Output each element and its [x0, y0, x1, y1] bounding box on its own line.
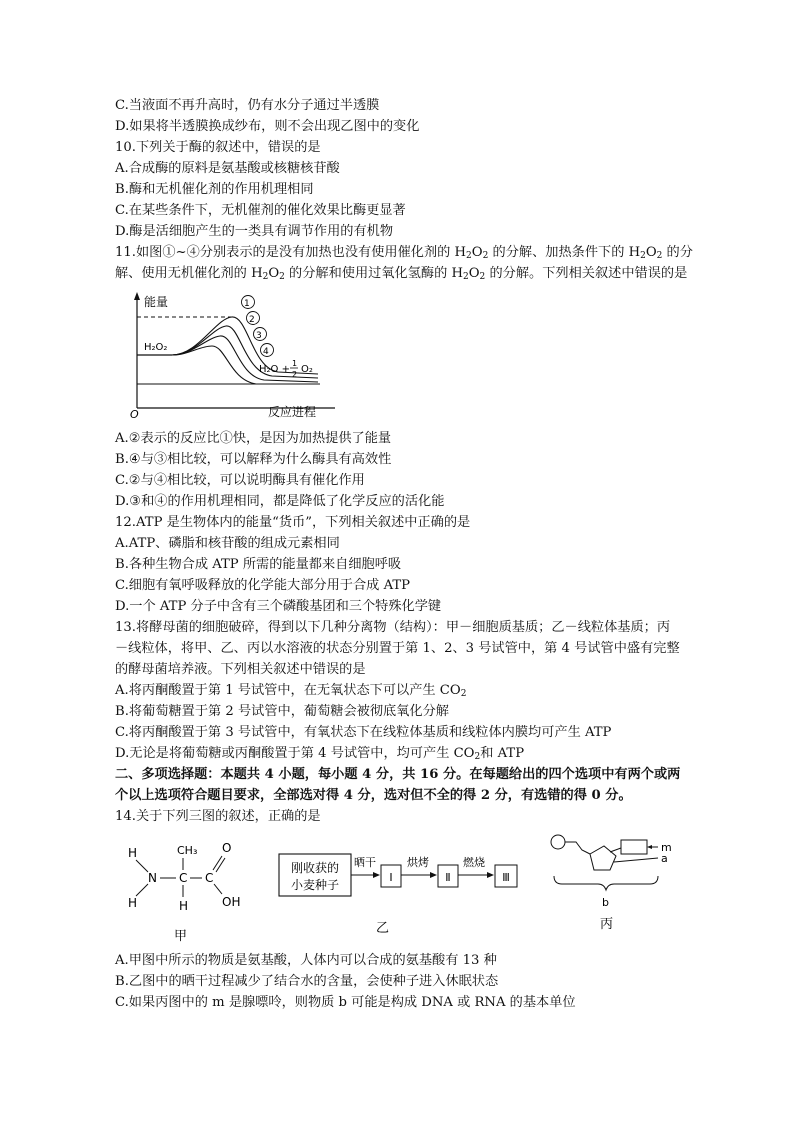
q13-option-d: D.无论是将葡萄糖或丙酮酸置于第 4 号试管中，均可产生 $CO_2$和 ATP	[115, 746, 525, 762]
q9-option-c: C.当液面不再升高时，仍有水分子通过半透膜	[115, 98, 380, 113]
bond-c-o-double-2	[216, 858, 225, 872]
q12-option-a: A.ATP、磷脂和核苷酸的组成元素相同	[115, 536, 340, 551]
h-atom-bottom: H	[128, 896, 138, 910]
sugar-base-bond	[610, 848, 621, 852]
h-atom-top: H	[128, 846, 138, 860]
q13-option-b: B.将葡萄糖置于第 2 号试管中，葡萄糖会被彻底氧化分解	[115, 704, 449, 719]
q13-option-a: A.将丙酮酸置于第 1 号试管中，在无氧状态下可以产生 $CO_2$	[115, 683, 467, 699]
arrow-bake-head	[430, 872, 437, 878]
amino-acid-figure	[118, 832, 278, 944]
fresh-seed-label-1: 刚收获的	[290, 861, 340, 875]
section2-header-line2: 个以上选项符合题目要求，全部选对得 4 分，选对但不全的得 2 分，有选错的得 0 分。	[115, 788, 632, 803]
fresh-seed-label-2: 小麦种子	[290, 878, 340, 892]
label-b: b	[602, 896, 609, 909]
phosphate-bond	[565, 842, 590, 854]
y-axis-arrow	[134, 292, 140, 300]
q10-stem: 10.下列关于酶的叙述中，错误的是	[115, 140, 321, 155]
q12-option-c: C.细胞有氧呼吸释放的化学能大部分用于合成 ATP	[115, 578, 411, 593]
step-bake-label: 烘烤	[407, 856, 429, 869]
q13-option-c: C.将丙酮酸置于第 3 号试管中，有氧状态下在线粒体基质和线粒体内膜均可产生 ATP	[115, 725, 612, 740]
box-i-label: Ⅰ	[389, 871, 393, 884]
q14-option-c: C.如果丙图中的 m 是腺嘌呤，则物质 b 可能是构成 DNA 或 RNA 的基本单位	[115, 995, 576, 1010]
phosphate-circle	[551, 835, 565, 849]
q11-stem-line1: 11.如图①~④分别表示的是没有加热也没有使用催化剂的 $H_2O_2$ 的分解、加热条件下的 $H_2O_2$ 的分	[115, 245, 693, 261]
q11-option-c: C.②与④相比较，可以说明酶具有催化作用	[115, 473, 365, 488]
product-frac-den: 2	[292, 370, 298, 379]
hydroxyl-group: OH	[222, 895, 241, 909]
q11-stem-line2: 解、使用无机催化剂的 $H_2O_2$ 的分解和使用过氧化氢酶的 $H_2O_2$ 的分解。下列相关叙述中错误的是	[115, 266, 688, 282]
y-axis-label: 能量	[144, 295, 169, 309]
curve-1-label: 1	[244, 299, 250, 309]
curve-2-label: 2	[249, 315, 255, 325]
section2-header-line1: 二、多项选择题：本题共 4 小题，每小题 4 分，共 16 分。在每题给出的四个选项中有两个或两	[115, 767, 681, 782]
carboxyl-carbon: C	[205, 871, 214, 885]
figure-yi-caption: 乙	[376, 921, 390, 936]
bond-c-oh	[214, 884, 222, 894]
arrow-burn-head	[487, 872, 494, 878]
q13-stem-line1: 13.将酵母菌的细胞破碎，得到以下几种分离物（结构）：甲－细胞质基质；乙－线粒体基质；丙	[115, 620, 671, 635]
seed-process-figure	[276, 840, 526, 940]
energy-diagram	[120, 288, 340, 423]
q11-option-a: A.②表示的反应比①快，是因为加热提供了能量	[115, 431, 392, 446]
a-pointer	[614, 858, 658, 862]
q13-stem-line2: －线粒体，将甲、乙、丙以水溶液的状态分别置于第 1、2、3 号试管中，第 4 号试管中盛有完整	[115, 641, 680, 656]
bond-h-n-top	[136, 860, 148, 872]
m-pointer-head	[647, 845, 652, 849]
oxygen-atom: O	[222, 841, 232, 855]
bond-c-o-double-1	[213, 856, 222, 870]
brace-b	[554, 876, 658, 890]
box-iii-label: Ⅲ	[502, 871, 510, 884]
q11-option-b: B.④与③相比较，可以解释为什么酶具有高效性	[115, 452, 392, 467]
product-label-a: H₂O +	[259, 364, 290, 375]
curve-4-label: 4	[263, 347, 269, 357]
n-atom: N	[148, 871, 157, 885]
alpha-carbon: C	[179, 871, 188, 885]
q10-option-d: D.酶是活细胞产生的一类具有调节作用的有机物	[115, 224, 394, 239]
base-box	[621, 840, 647, 854]
q10-option-a: A.合成酶的原料是氨基酸或核糖核苷酸	[115, 161, 340, 176]
q12-stem: 12.ATP 是生物体内的能量“货币”，下列相关叙述中正确的是	[115, 515, 471, 530]
bond-h-n-bottom	[136, 884, 148, 896]
q10-option-b: B.酶和无机催化剂的作用机理相同	[115, 182, 314, 197]
methyl-group: CH₃	[177, 844, 198, 857]
q11-option-d: D.③和④的作用机理相同，都是降低了化学反应的活化能	[115, 494, 445, 509]
nucleotide-figure	[546, 830, 676, 934]
q14-stem: 14.关于下列三图的叙述，正确的是	[115, 809, 321, 824]
step-burn-label: 燃烧	[463, 856, 485, 869]
box-ii-label: Ⅱ	[445, 871, 451, 884]
label-m: m	[661, 841, 672, 854]
q14-option-b: B.乙图中的晒干过程减少了结合水的含量，会使种子进入休眠状态	[115, 974, 499, 989]
q14-option-a: A.甲图中所示的物质是氨基酸，人体内可以合成的氨基酸有 13 种	[115, 953, 497, 968]
label-a: a	[661, 852, 668, 865]
product-label-b: O₂	[301, 364, 313, 375]
x-axis-label: 反应进程	[268, 405, 317, 419]
q13-stem-line3: 的酵母菌培养液。下列相关叙述中错误的是	[115, 662, 366, 677]
figure-jia-caption: 甲	[174, 929, 188, 944]
q9-option-d: D.如果将半透膜换成纱布，则不会出现乙图中的变化	[115, 119, 420, 134]
curve-3-label: 3	[256, 331, 262, 341]
step-dry-label: 晒干	[354, 856, 376, 869]
pentose-sugar	[590, 846, 616, 870]
figure-bing-caption: 丙	[600, 917, 614, 932]
q10-option-c: C.在某些条件下，无机催剂的催化效果比酶更显著	[115, 203, 406, 218]
q12-option-d: D.一个 ATP 分子中含有三个磷酸基团和三个特殊化学键	[115, 599, 442, 614]
product-frac-num: 1	[292, 359, 298, 368]
h-atom-alpha: H	[179, 899, 189, 913]
q12-option-b: B.各种生物合成 ATP 所需的能量都来自细胞呼吸	[115, 557, 402, 572]
reactant-label: H₂O₂	[144, 342, 168, 353]
origin-label: O	[130, 408, 139, 421]
arrow-dry-head	[373, 872, 380, 878]
